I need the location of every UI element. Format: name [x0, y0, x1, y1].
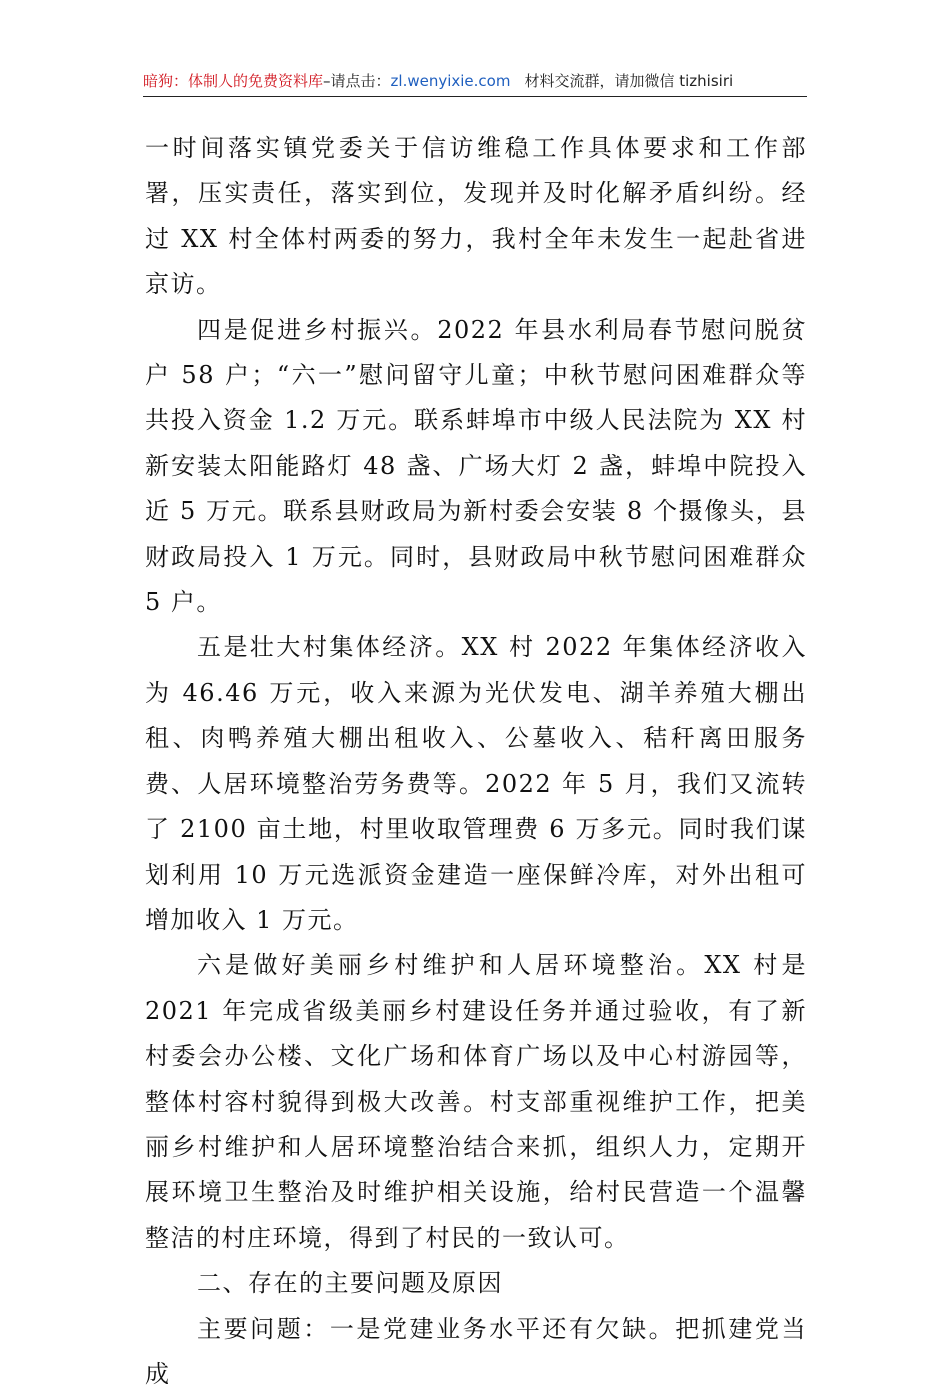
paragraph-rural-revitalization: 四是促进乡村振兴。2022 年县水利局春节慰问脱贫户 58 户；“六一”慰问留守儿童；中秋节慰问困难群众等共投入资金 1.2 万元。联系蚌埠市中级人民法院为 XX 村新安装太阳能路灯 48 盏、广场大灯 2 盏，蚌埠中院投入近 5 万元。联系县财政局为新村委会安装 8 个摄像头，县财政局投入 1 万元。同时，县财政局中秋节慰问困难群众 5 户。 [145, 315, 807, 617]
paragraph-main-problems: 主要问题：一是党建业务水平还有欠缺。把抓建党当成 [145, 1314, 807, 1388]
header-link-prefix: –请点击： [323, 72, 391, 90]
paragraph-continuation: 一时间落实镇党委关于信访维稳工作具体要求和工作部署，压实责任，落实到位，发现并及时化解矛盾纠纷。经过 XX 村全体村两委的努力，我村全年未发生一起赴省进京访。 [145, 134, 807, 299]
header-link[interactable]: zl.wenyixie.com [390, 72, 511, 90]
paragraph-beautiful-village: 六是做好美丽乡村维护和人居环境整治。XX 村是 2021 年完成省级美丽乡村建设任务并通过验收，有了新村委会办公楼、文化广场和体育广场以及中心村游园等，整体村容村貌得到极大改善。村支部重视维护工作，把美丽乡村维护和人居环境整治结合来抓，组织人力，定期开展环境卫生整治及时维护相关设施，给村民营造一个温馨整洁的村庄环境，得到了村民的一致认可。 [145, 951, 807, 1252]
page-header [143, 66, 807, 97]
paragraph-collective-economy: 五是壮大村集体经济。XX 村 2022 年集体经济收入为 46.46 万元，收入来源为光伏发电、湖羊养殖大棚出租、肉鸭养殖大棚出租收入、公墓收入、秸秆离田服务费、人居环境整治劳务费等。2022 年 5 月，我们又流转了 2100 亩土地，村里收取管理费 6 万多元。同时我们谋划利用 10 万元选派资金建造一座保鲜冷库，对外出租可增加收入 1 万元。 [145, 633, 807, 934]
section-heading: 二、存在的主要问题及原因 [197, 1269, 503, 1298]
document-body [145, 126, 807, 1397]
header-contact: 材料交流群，请加微信 tizhisiri [524, 72, 734, 90]
header-brand: 暗狗：体制人的免费资料库 [143, 72, 324, 90]
